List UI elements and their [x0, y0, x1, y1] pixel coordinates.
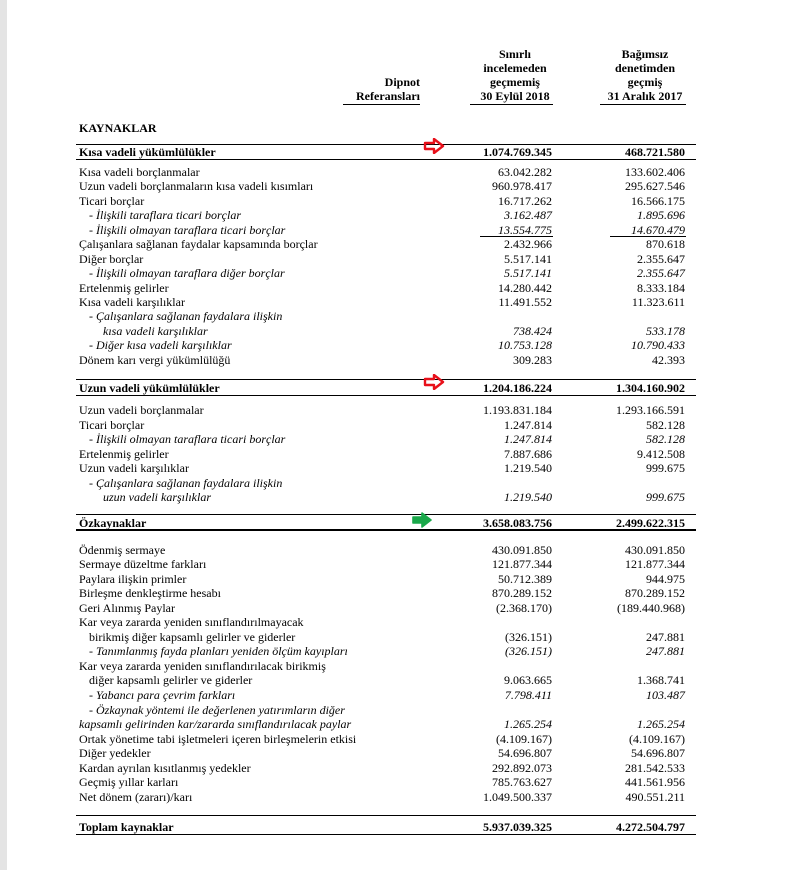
row-label: - Çalışanlara sağlanan faydalara ilişkin: [89, 309, 283, 323]
table-row: [0, 266, 797, 280]
value-2017: (4.109.167): [629, 732, 685, 746]
table-row: [0, 615, 797, 629]
value-2018: 785.763.627: [492, 775, 552, 789]
table-row: [0, 281, 797, 295]
value-2017: 2.499.622.315: [616, 516, 685, 530]
value-2017: 490.551.211: [625, 790, 685, 804]
table-row: [0, 208, 797, 222]
table-row: [0, 790, 797, 804]
row-label: Geri Alınmış Paylar: [79, 601, 175, 615]
value-2018: 5.937.039.325: [483, 820, 552, 834]
value-2017: 999.675: [646, 490, 685, 504]
row-label: Kısa vadeli yükümlülükler: [79, 145, 216, 159]
table-row: [0, 403, 797, 417]
value-2018: 14.280.442: [498, 281, 552, 295]
table-row: [0, 775, 797, 789]
value-2017: 1.265.254: [637, 717, 685, 731]
row-label: Uzun vadeli karşılıklar: [79, 461, 189, 475]
table-row: [0, 761, 797, 775]
value-2017: 103.487: [646, 688, 685, 702]
row-label: Ticari borçlar: [79, 194, 145, 208]
col2-line1: Bağımsız: [621, 47, 669, 61]
value-2018: 63.042.282: [498, 165, 552, 179]
table-row: [0, 309, 797, 323]
table-row: [0, 165, 797, 179]
row-label: diğer kapsamlı gelirler ve giderler: [89, 673, 253, 687]
table-row: [0, 223, 797, 237]
table-row: [0, 324, 797, 338]
value-2018: 11.491.552: [498, 295, 552, 309]
table-row: [0, 490, 797, 504]
value-2018: 1.219.540: [504, 461, 552, 475]
table-row: [0, 447, 797, 461]
value-2018: 1.265.254: [504, 717, 552, 731]
value-2017: 54.696.807: [631, 746, 685, 760]
row-label: Uzun vadeli borçlanmaların kısa vadeli kısımları: [79, 179, 314, 193]
table-row: [0, 717, 797, 731]
value-2018: 50.712.389: [498, 572, 552, 586]
row-label: Diğer yedekler: [79, 746, 151, 760]
value-2017: 870.618: [646, 237, 685, 251]
value-2017: 944.975: [646, 572, 685, 586]
table-row: [0, 237, 797, 251]
value-2017: 8.333.184: [637, 281, 685, 295]
red-arrow-icon: [423, 374, 445, 390]
col1-line4: 30 Eylül 2018: [480, 89, 550, 103]
value-2017: 1.368.741: [637, 673, 685, 687]
row-label: Kısa vadeli karşılıklar: [79, 295, 185, 309]
table-row: [0, 644, 797, 658]
col2-line4: 31 Aralık 2017: [607, 89, 683, 103]
table-row: [0, 461, 797, 475]
value-2018: 7.887.686: [504, 447, 552, 461]
row-label: Ertelenmiş gelirler: [79, 281, 169, 295]
value-2017: 247.881: [646, 644, 685, 658]
value-2017: 10.790.433: [631, 338, 685, 352]
row-label: kısa vadeli karşılıklar: [103, 324, 208, 338]
row-label: Uzun vadeli borçlanmalar: [79, 403, 204, 417]
col1-line3: geçmemiş: [490, 75, 540, 89]
row-label: - Çalışanlara sağlanan faydalara ilişkin: [89, 476, 283, 490]
table-row: [0, 820, 797, 834]
value-2018: 1.219.540: [504, 490, 552, 504]
row-label: Ticari borçlar: [79, 418, 145, 432]
row-label: - Özkaynak yöntemi ile değerlenen yatırımların diğer: [89, 703, 345, 717]
col1-line2: incelemeden: [483, 61, 547, 75]
value-2017: 4.272.504.797: [616, 820, 685, 834]
value-2018: 3.162.487: [504, 208, 552, 222]
dipnot-label: Dipnot: [384, 75, 420, 89]
table-row: [0, 252, 797, 266]
value-2017: 1.293.166.591: [616, 403, 685, 417]
row-label: - Diğer kısa vadeli karşılıklar: [89, 338, 232, 352]
row-label: - İlişkili taraflara ticari borçlar: [89, 208, 241, 222]
value-2018: 121.877.344: [492, 557, 552, 571]
row-label: - İlişkili olmayan taraflara diğer borçlar: [89, 266, 285, 280]
value-2018: 1.049.500.337: [483, 790, 552, 804]
row-label: - Yabancı para çevrim farkları: [89, 688, 236, 702]
table-row: [0, 732, 797, 746]
value-2018: 2.432.966: [504, 237, 552, 251]
value-2017: 295.627.546: [625, 179, 685, 193]
referanslari-label: Referansları: [356, 89, 420, 103]
value-2017: 2.355.647: [637, 252, 685, 266]
value-2018: 960.978.417: [492, 179, 552, 193]
table-row: [0, 476, 797, 490]
value-2017: 121.877.344: [625, 557, 685, 571]
table-row: [0, 703, 797, 717]
row-label: Geçmiş yıllar karları: [79, 775, 179, 789]
value-2017: 11.323.611: [631, 295, 685, 309]
value-2018: 1.247.814: [504, 418, 552, 432]
row-label: birikmiş diğer kapsamlı gelirler ve giderler: [89, 630, 296, 644]
row-label: Uzun vadeli yükümlülükler: [79, 381, 220, 395]
row-label: Birleşme denkleştirme hesabı: [79, 586, 221, 600]
table-row: [0, 586, 797, 600]
red-arrow-icon: [423, 138, 445, 154]
value-2017: 533.178: [646, 324, 685, 338]
value-2018: 1.204.186.224: [483, 381, 552, 395]
value-2018: 10.753.128: [498, 338, 552, 352]
value-2018: (4.109.167): [496, 732, 552, 746]
row-label: Kar veya zararda yeniden sınıflandırılmayacak: [79, 615, 304, 629]
row-label: Paylara ilişkin primler: [79, 572, 187, 586]
row-label: Diğer borçlar: [79, 252, 144, 266]
table-row: [0, 557, 797, 571]
value-2018: 5.517.141: [504, 252, 552, 266]
value-2017: 1.304.160.902: [616, 381, 685, 395]
table-row: [0, 516, 797, 530]
row-label: Dönem karı vergi yükümlülüğü: [79, 353, 231, 367]
value-2017: 281.542.533: [625, 761, 685, 775]
col2-line3: geçmiş: [627, 75, 663, 89]
green-arrow-icon: [411, 512, 433, 528]
table-row: [0, 338, 797, 352]
value-2017: 870.289.152: [625, 586, 685, 600]
value-2018: 3.658.083.756: [483, 516, 552, 530]
value-2017: 2.355.647: [637, 266, 685, 280]
value-2018: 430.091.850: [492, 543, 552, 557]
section-title: KAYNAKLAR: [79, 121, 157, 135]
value-2017: 1.895.696: [637, 208, 685, 222]
table-row: [0, 601, 797, 615]
value-2018: 738.424: [513, 324, 552, 338]
value-2017: 16.566.175: [631, 194, 685, 208]
row-label: Çalışanlara sağlanan faydalar kapsamında borçlar: [79, 237, 318, 251]
value-2017: 582.128: [646, 418, 685, 432]
value-2017: 999.675: [646, 461, 685, 475]
value-2018: 309.283: [513, 353, 552, 367]
table-row: [0, 543, 797, 557]
value-2018: (2.368.170): [496, 601, 552, 615]
value-2018: 870.289.152: [492, 586, 552, 600]
table-row: [0, 746, 797, 760]
row-label: Kısa vadeli borçlanmalar: [79, 165, 200, 179]
value-2017: (189.440.968): [617, 601, 685, 615]
row-label: Özkaynaklar: [79, 516, 147, 530]
row-label: Ertelenmiş gelirler: [79, 447, 169, 461]
table-row: [0, 194, 797, 208]
row-label: Toplam kaynaklar: [79, 820, 174, 834]
row-label: Kardan ayrılan kısıtlanmış yedekler: [79, 761, 251, 775]
value-2018: 1.074.769.345: [483, 145, 552, 159]
row-label: uzun vadeli karşılıklar: [103, 490, 211, 504]
value-2018: 9.063.665: [504, 673, 552, 687]
table-row: [0, 673, 797, 687]
value-2017: 441.561.956: [625, 775, 685, 789]
value-2018: 7.798.411: [504, 688, 552, 702]
table-row: [0, 295, 797, 309]
value-2018: (326.151): [505, 644, 552, 658]
value-2017: 9.412.508: [637, 447, 685, 461]
row-label: - İlişkili olmayan taraflara ticari borçlar: [89, 432, 286, 446]
row-label: - İlişkili olmayan taraflara ticari borçlar: [89, 223, 286, 237]
value-2018: 1.193.831.184: [483, 403, 552, 417]
table-row: [0, 145, 797, 159]
table-row: [0, 381, 797, 395]
table-row: [0, 630, 797, 644]
row-label: Ortak yönetime tabi işletmeleri içeren birleşmelerin etkisi: [79, 732, 357, 746]
value-2017: 14.670.479: [631, 223, 685, 237]
table-row: [0, 353, 797, 367]
row-label: Kar veya zararda yeniden sınıflandırılacak birikmiş: [79, 659, 326, 673]
value-2018: 16.717.262: [498, 194, 552, 208]
value-2018: 292.892.073: [492, 761, 552, 775]
value-2017: 247.881: [646, 630, 685, 644]
table-row: [0, 418, 797, 432]
row-label: kapsamlı gelirinden kar/zararda sınıflandırılacak paylar: [79, 717, 352, 731]
row-label: Ödenmiş sermaye: [79, 543, 166, 557]
value-2017: 468.721.580: [625, 145, 685, 159]
value-2018: 54.696.807: [498, 746, 552, 760]
value-2017: 582.128: [646, 432, 685, 446]
table-row: [0, 572, 797, 586]
table-row: [0, 688, 797, 702]
value-2018: 1.247.814: [504, 432, 552, 446]
value-2017: 133.602.406: [625, 165, 685, 179]
value-2018: 13.554.775: [498, 223, 552, 237]
value-2017: 430.091.850: [625, 543, 685, 557]
table-row: [0, 179, 797, 193]
row-label: - Tanımlanmış fayda planları yeniden ölçüm kayıpları: [89, 644, 348, 658]
table-row: [0, 432, 797, 446]
value-2018: (326.151): [505, 630, 552, 644]
row-label: Net dönem (zararı)/karı: [79, 790, 193, 804]
col1-line1: Sınırlı: [498, 47, 531, 61]
col2-line2: denetimden: [615, 61, 675, 75]
table-row: [0, 659, 797, 673]
value-2017: 42.393: [652, 353, 685, 367]
row-label: Sermaye düzeltme farkları: [79, 557, 207, 571]
value-2018: 5.517.141: [504, 266, 552, 280]
